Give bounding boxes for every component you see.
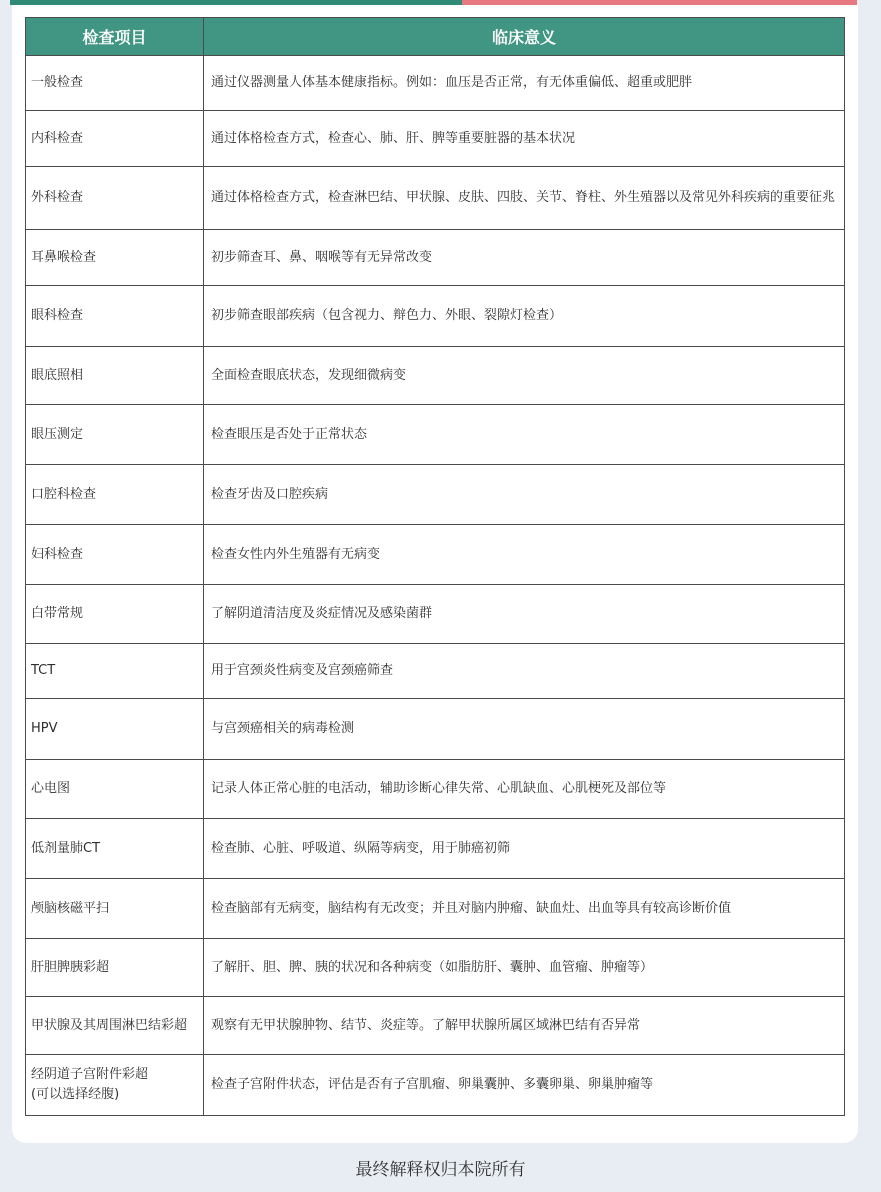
table-row (26, 585, 845, 644)
cell-item: 低剂量肺CT (26, 819, 204, 879)
cell-meaning: 了解肝、胆、脾、胰的状况和各种病变（如脂肪肝、囊肿、血管瘤、肿瘤等） (204, 939, 845, 997)
table-row (26, 111, 845, 167)
cell-meaning: 检查牙齿及口腔疾病 (204, 465, 845, 525)
cell-item: 外科检查 (26, 167, 204, 230)
table-row (26, 997, 845, 1055)
cell-meaning: 检查女性内外生殖器有无病变 (204, 525, 845, 585)
cell-item: 内科检查 (26, 111, 204, 167)
checkup-table (25, 17, 845, 1116)
cell-item: 心电图 (26, 760, 204, 819)
cell-item: HPV (26, 699, 204, 760)
cell-meaning: 通过体格检查方式，检查淋巴结、甲状腺、皮肤、四肢、关节、脊柱、外生殖器以及常见外科疾病的重要征兆 (204, 167, 845, 230)
cell-meaning: 检查脑部有无病变，脑结构有无改变；并且对脑内肿瘤、缺血灶、出血等具有较高诊断价值 (204, 879, 845, 939)
table-row (26, 1055, 845, 1116)
table-row (26, 347, 845, 405)
cell-item: 妇科检查 (26, 525, 204, 585)
header-meaning: 临床意义 (204, 18, 845, 56)
cell-meaning: 与宫颈癌相关的病毒检测 (204, 699, 845, 760)
cell-item: 肝胆脾胰彩超 (26, 939, 204, 997)
table-row (26, 525, 845, 585)
cell-meaning: 初步筛查眼部疾病（包含视力、辩色力、外眼、裂隙灯检查） (204, 286, 845, 347)
header-item: 检查项目 (26, 18, 204, 56)
table-row (26, 760, 845, 819)
cell-item: 耳鼻喉检查 (26, 230, 204, 286)
cell-item: 甲状腺及其周围淋巴结彩超 (26, 997, 204, 1055)
table-row (26, 56, 845, 111)
cell-item: 颅脑核磁平扫 (26, 879, 204, 939)
table-row (26, 644, 845, 699)
cell-meaning: 了解阴道清洁度及炎症情况及感染菌群 (204, 585, 845, 644)
table-row (26, 286, 845, 347)
cell-item: 眼压测定 (26, 405, 204, 465)
cell-item: 经阴道子宫附件彩超 (可以选择经腹) (26, 1055, 204, 1116)
table-header-row (26, 18, 845, 56)
table-row (26, 819, 845, 879)
cell-item: 眼底照相 (26, 347, 204, 405)
cell-meaning: 通过体格检查方式，检查心、肺、肝、脾等重要脏器的基本状况 (204, 111, 845, 167)
table-row (26, 879, 845, 939)
table-row (26, 167, 845, 230)
cell-item: TCT (26, 644, 204, 699)
cell-meaning: 检查眼压是否处于正常状态 (204, 405, 845, 465)
table-row (26, 699, 845, 760)
footer-note: 最终解释权归本院所有 (355, 1160, 526, 1180)
cell-item: 口腔科检查 (26, 465, 204, 525)
cell-meaning: 用于宫颈炎性病变及宫颈癌筛查 (204, 644, 845, 699)
content-card (12, 5, 858, 1143)
table-row (26, 230, 845, 286)
table-row (26, 465, 845, 525)
table-row (26, 939, 845, 997)
cell-item: 一般检查 (26, 56, 204, 111)
cell-meaning: 初步筛查耳、鼻、咽喉等有无异常改变 (204, 230, 845, 286)
cell-item: 白带常规 (26, 585, 204, 644)
cell-meaning: 记录人体正常心脏的电活动，辅助诊断心律失常、心肌缺血、心肌梗死及部位等 (204, 760, 845, 819)
table-row (26, 405, 845, 465)
cell-meaning: 检查肺、心脏、呼吸道、纵隔等病变，用于肺癌初筛 (204, 819, 845, 879)
cell-item: 眼科检查 (26, 286, 204, 347)
cell-meaning: 全面检查眼底状态，发现细微病变 (204, 347, 845, 405)
cell-meaning: 观察有无甲状腺肿物、结节、炎症等。了解甲状腺所属区域淋巴结有否异常 (204, 997, 845, 1055)
table-body (26, 56, 845, 1116)
cell-meaning: 检查子宫附件状态，评估是否有子宫肌瘤、卵巢囊肿、多囊卵巢、卵巢肿瘤等 (204, 1055, 845, 1116)
cell-meaning: 通过仪器测量人体基本健康指标。例如：血压是否正常，有无体重偏低、超重或肥胖 (204, 56, 845, 111)
